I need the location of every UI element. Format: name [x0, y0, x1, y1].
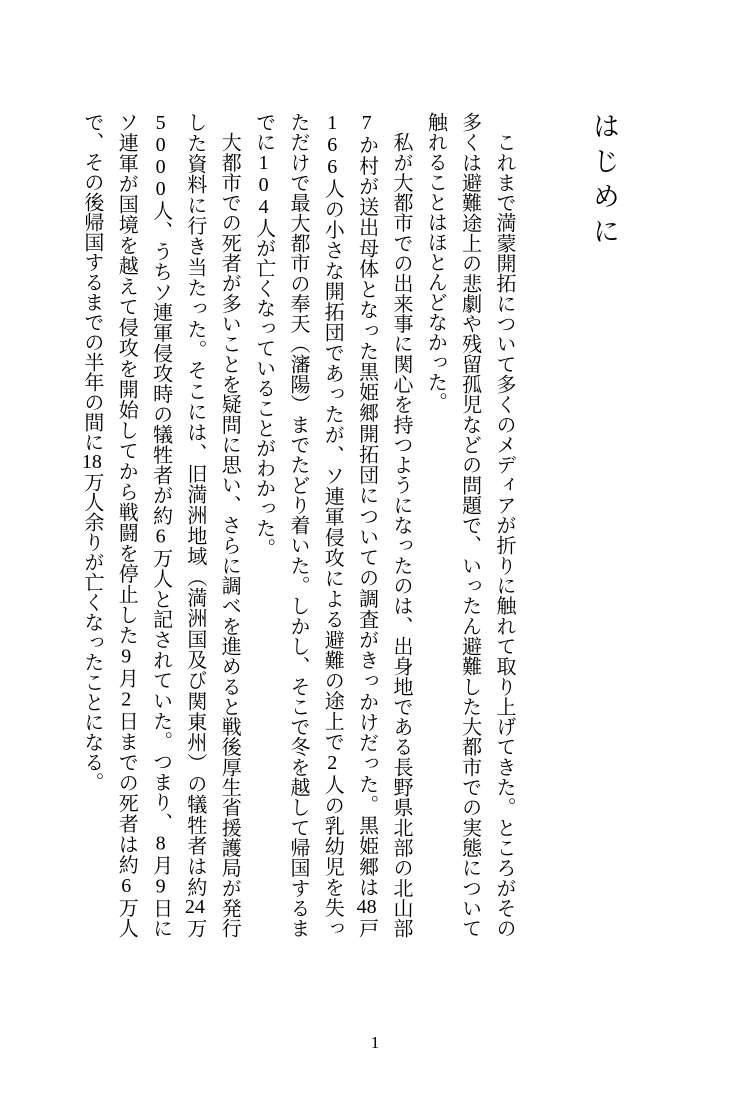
number-segment: 2: [115, 688, 138, 711]
number-segment: 104: [252, 152, 275, 218]
text-segment: 私が大都市での出来事に関心を持つようになったのは、出身地である長野県北部の北山部: [389, 132, 412, 938]
text-segment: 万: [183, 918, 206, 938]
number-segment: 6: [115, 875, 138, 897]
vertical-text-block: [74, 112, 622, 938]
number-segment: 166: [321, 112, 344, 178]
text-segment: 月: [115, 667, 138, 689]
page-number: 1: [370, 1033, 380, 1052]
number-segment: 24: [184, 897, 205, 918]
number-segment: 5000: [149, 112, 172, 200]
text-segment: 万人と記されていた。つまり、: [149, 547, 172, 833]
text-segment: これまで満蒙開拓について多くのメディアが折りに触れて取り上げてきた。ところがその多くは避難途上の悲劇や残留孤児などの問題で、いったん避難した大都市での実態について触れることはほとんどなかった。: [424, 112, 515, 938]
body-text: [75, 112, 521, 938]
paragraph: [418, 112, 521, 938]
text-segment: 戸: [355, 918, 378, 938]
paragraph: [75, 112, 247, 938]
paragraph: [246, 112, 418, 938]
text-segment: 人の小さな開拓団であったが、ソ連軍侵攻による避難の途上で: [321, 178, 344, 753]
number-segment: 9: [115, 645, 138, 668]
text-segment: 大都市での死者が多いことを疑問に思い、さらに調べを進めると戦後厚生省援護局が発行した資料に行き当たった。そこには、旧満洲地域（満洲国及び関東州）の犠牲者は約: [183, 112, 241, 938]
number-segment: 8: [149, 832, 172, 855]
page-title: はじめに: [589, 112, 619, 252]
text-segment: 日にソ連軍が国境を越えて侵攻を開始してから戦闘を停止した: [115, 112, 172, 939]
text-segment: 人、うちソ連軍侵攻時の犠牲者が約: [149, 200, 172, 526]
text-segment: 人の乳幼児を失っただけで最大都市の奉天（瀋陽）までたどり着いた。しかし、そこで冬を越して帰国するまでに: [252, 112, 344, 939]
number-segment: 9: [149, 875, 172, 898]
text-segment: 万人余りが亡くなったことになる。: [80, 472, 103, 792]
number-segment: 6: [149, 525, 172, 548]
text-segment: 月: [149, 854, 172, 876]
number-segment: 7: [355, 112, 378, 134]
number-segment: 18: [81, 452, 102, 472]
text-segment: か村が送出母体となった黒姫郷開拓団についての調査がきっかけだった。黒姫郷は: [355, 134, 378, 898]
number-segment: 2: [321, 752, 344, 775]
text-segment: 万人で、その後帰国するまでの半年の間に: [80, 112, 138, 939]
text-segment: 人が亡くなっていることがわかった。: [252, 218, 275, 558]
number-segment: 48: [356, 897, 377, 918]
text-segment: 日までの死者は約: [115, 710, 138, 875]
